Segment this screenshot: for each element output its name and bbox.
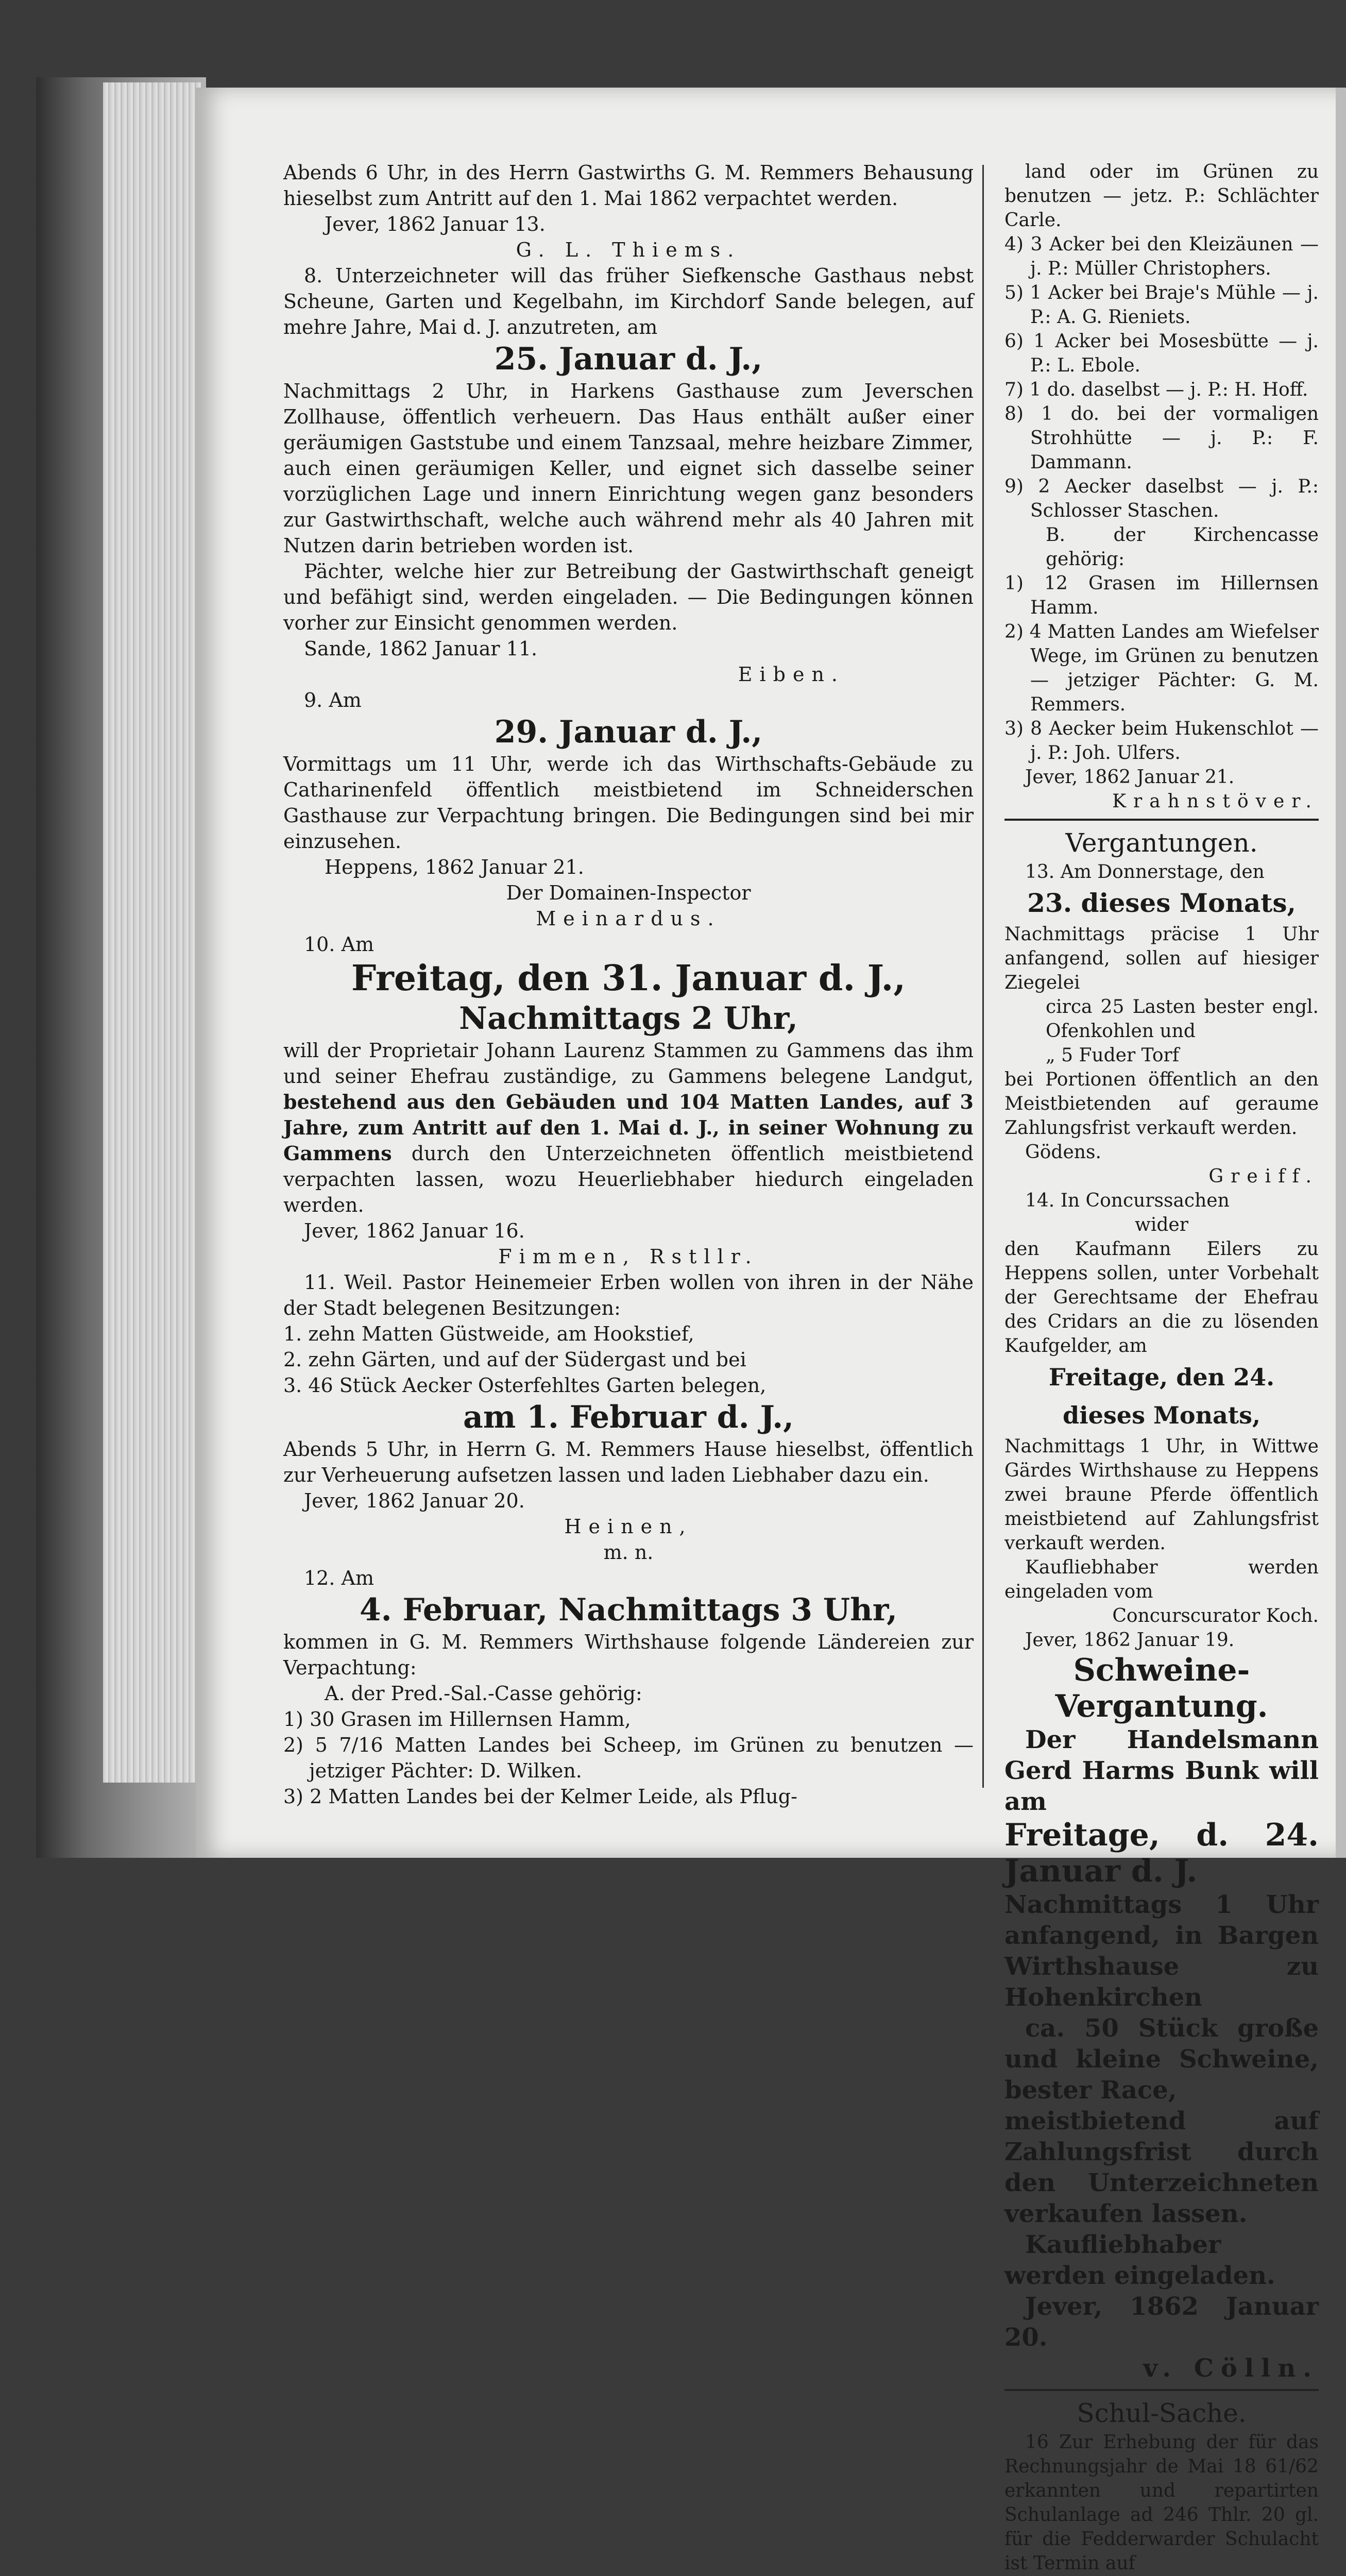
list-item: 1) 30 Grasen im Hillernsen Hamm, (283, 1708, 631, 1731)
notice-12-date: 4. Februar, Nachmittags 3 Uhr, (360, 1592, 897, 1628)
notice-10-bold: bestehend aus den Gebäuden und 104 Matten Landes, auf 3 Jahre, zum Antritt auf den 1. Mai d. J., in seiner Wohnung zu Gammens (283, 1090, 974, 1165)
notice-10-text2: durch den Unterzeichneten öffentlich meistbietend verpachten lassen, wozu Heuerliebhaber hiedurch eingeladen werden. (283, 1142, 974, 1216)
notice-13-body2: bei Portionen öffentlich an den Meistbietenden auf geraume Zahlungsfrist verkauft werden. (1004, 1069, 1319, 1139)
newspaper-page (196, 88, 1346, 2574)
signature: G. L. Thiems. (516, 239, 741, 261)
signature-note: m. n. (603, 1541, 654, 1564)
notice-14-date: Freitage, den 24. dieses Monats, (1048, 1363, 1275, 1429)
notice-text: Abends 6 Uhr, in des Herrn Gastwirths G. M. Remmers Behausung hieselbst zum Antritt auf den 1. Mai 1862 verpachtet werden. (283, 161, 974, 210)
signature: Meinardus. (536, 907, 721, 930)
notice-8-body2: Pächter, welche hier zur Betreibung der Gastwirthschaft geneigt und befähigt sind, werden eingeladen. — Die Bedingungen können vorher zur Einsicht genommen werden. (283, 560, 974, 634)
notice-12-sub2: B. der Kirchencasse gehörig: (1046, 524, 1319, 570)
place-date: Jever, 1862 Januar 20. (304, 1489, 525, 1512)
left-column (283, 160, 974, 1809)
notice-13-item: circa 25 Lasten bester engl. Ofenkohlen und (1046, 996, 1319, 1042)
notice-10-time: Nachmittags 2 Uhr, (459, 1001, 798, 1037)
signature: Heinen, (564, 1515, 693, 1538)
list-item: 2) 4 Matten Landes am Wiefelser Wege, im Grünen zu benutzen — jetziger Pächter: G. M. Remmers. (1004, 621, 1319, 715)
notice-12-list2 (1004, 571, 1319, 765)
notice-12-list-cont (1004, 232, 1319, 523)
notice-9-body: Vormittags um 11 Uhr, werde ich das Wirthschafts-Gebäude zu Catharinenfeld öffentlich meistbietend im Schneiderschen Gasthause zur Verpachtung bringen. Die Bedingungen sind bei mir einzusehen. (283, 753, 974, 853)
sv-intro: Der Handelsmann Gerd Harms Bunk will am (1004, 1725, 1319, 1816)
notice-11-body: Abends 5 Uhr, in Herrn G. M. Remmers Hause hieselbst, öffentlich zur Verheuerung aufsetzen lassen und laden Liebhaber dazu ein. (283, 1438, 974, 1486)
list-item: 4) 3 Acker bei den Kleizäunen — j. P.: Müller Christophers. (1004, 234, 1319, 279)
place-date: Sande, 1862 Januar 11. (304, 637, 538, 660)
notice-14-invite: Kaufliebhaber werden eingeladen vom (1004, 1557, 1319, 1602)
list-item: 1. zehn Matten Güstweide, am Hookstief, (283, 1323, 694, 1345)
list-item: 6) 1 Acker bei Mosesbütte — j. P.: L. Ebole. (1004, 331, 1319, 376)
place-date: Jever, 1862 Januar 19. (1025, 1630, 1235, 1651)
signature: v. Cölln. (1143, 2354, 1319, 2383)
page-stack (103, 82, 201, 1783)
section-heading-schweine: Schweine-Vergantung. (1055, 1652, 1268, 1724)
notice-14-body2: Nachmittags 1 Uhr, in Wittwe Gärdes Wirthshause zu Heppens zwei braune Pferde öffentlich meistbietend auf Zahlungsfrist verkauft werden. (1004, 1436, 1319, 1554)
notice-9-date: 29. Januar d. J., (494, 714, 763, 750)
place-date: Jever, 1862 Januar 20. (1004, 2292, 1319, 2352)
list-item: 3) 2 Matten Landes bei der Kelmer Leide, als Pflug- (283, 1785, 797, 1808)
notice-12-cont: land oder im Grünen zu benutzen — jetz. P.: Schlächter Carle. (1004, 161, 1319, 231)
notice-12-sub: A. der Pred.-Sal.-Casse gehörig: (325, 1682, 642, 1705)
sv-body2: ca. 50 Stück große und kleine Schweine, bester Race, (1004, 2014, 1319, 2105)
list-item: 7) 1 do. daselbst — j. P.: H. Hoff. (1004, 379, 1308, 400)
place-date: Jever, 1862 Januar 21. (1025, 767, 1235, 788)
notice-13-item: „ 5 Fuder Torf (1046, 1045, 1180, 1066)
right-column (1004, 160, 1319, 2576)
sv-body1: Nachmittags 1 Uhr anfangend, in Bargen Wirthshause zu Hohenkirchen (1004, 1890, 1319, 2012)
notice-14-wider: wider (1135, 1214, 1188, 1235)
divider (1004, 819, 1319, 821)
list-item: 9) 2 Aecker daselbst — j. P.: Schlosser Staschen. (1004, 476, 1319, 521)
place-date: Jever, 1862 Januar 13. (325, 213, 546, 235)
sv-invite: Kaufliebhaber werden eingeladen. (1004, 2230, 1275, 2290)
notice-11-date: am 1. Februar d. J., (463, 1399, 794, 1435)
notice-16: 16 Zur Erhebung der für das Rechnungsjahr de Mai 18 61/62 erkannten und repartirten Schulanlage ad 246 Thlr. 20 gl. für die Fedderwarder Schulacht ist Termin auf (1004, 2432, 1319, 2574)
sv-date: Freitage, d. 24. Januar d. J. (1004, 1817, 1319, 1889)
signature-title: Der Domainen-Inspector (506, 882, 751, 904)
divider (1004, 2389, 1319, 2391)
section-heading-schul: Schul-Sache. (1077, 2398, 1247, 2428)
column-rule (982, 165, 984, 1788)
notice-8-body: Nachmittags 2 Uhr, in Harkens Gasthause zum Jeverschen Zollhause, öffentlich verheuern. Das Haus enthält außer einer geräumigen Gaststube und einem Tanzsaal, mehre heizbare Zimmer, auch einen geräumigen Keller, und eignet sich dasselbe seiner vorzüglichen Lage und innern Einrichtung wegen ganz besonders zur Gastwirthschaft, welche auch während mehr als 40 Jahren mit Nutzen darin betrieben worden ist. (283, 380, 974, 557)
notice-14-body: den Kaufmann Eilers zu Heppens sollen, unter Vorbehalt der Gerechtsame der Ehefrau des Cridars an die zu lösenden Kaufgelder, am (1004, 1239, 1319, 1357)
notice-10: 10. Am (304, 933, 374, 956)
signature: Greiff. (1208, 1166, 1319, 1187)
section-heading-vergantungen: Vergantungen. (1065, 828, 1258, 858)
place: Gödens. (1025, 1142, 1101, 1163)
place-date: Heppens, 1862 Januar 21. (325, 856, 584, 878)
signature: Krahnstöver. (1112, 791, 1319, 812)
list-item: 2) 5 7/16 Matten Landes bei Scheep, im Grünen zu benutzen — jetziger Pächter: D. Wilken. (283, 1734, 974, 1782)
notice-12-body: kommen in G. M. Remmers Wirthshause folgende Ländereien zur Verpachtung: (283, 1631, 974, 1679)
list-item: 2. zehn Gärten, und auf der Südergast und bei (283, 1348, 746, 1371)
notice-11-list (283, 1321, 974, 1398)
page-edge (1336, 88, 1346, 1858)
list-item: 3. 46 Stück Aecker Osterfehltes Garten belegen, (283, 1374, 766, 1397)
notice-8-date: 25. Januar d. J., (494, 341, 763, 377)
sv-body3: meistbietend auf Zahlungsfrist durch den Unterzeichneten verkaufen lassen. (1004, 2107, 1319, 2228)
place-date: Jever, 1862 Januar 16. (304, 1219, 525, 1242)
notice-11: 11. Weil. Pastor Heinemeier Erben wollen von ihren in der Nähe der Stadt belegenen Besitzungen: (283, 1271, 974, 1319)
notice-12-list (283, 1706, 974, 1809)
signature: Eiben. (738, 663, 845, 686)
notice-10-text: will der Proprietair Johann Laurenz Stammen zu Gammens das ihm und seiner Ehefrau zuständige, zu Gammens belegene Landgut, (283, 1039, 974, 1088)
list-item: 3) 8 Aecker beim Hukenschlot — j. P.: Joh. Ulfers. (1004, 718, 1319, 764)
notice-9: 9. Am (304, 689, 362, 711)
notice-10-date: Freitag, den 31. Januar d. J., (351, 958, 906, 999)
notice-14: 14. In Concurssachen (1025, 1190, 1230, 1211)
notice-12: 12. Am (304, 1567, 374, 1589)
notice-13: 13. Am Donnerstage, den (1025, 861, 1265, 883)
list-item: 8) 1 do. bei der vormaligen Strohhütte — j. P.: F. Dammann. (1004, 403, 1319, 473)
list-item: 5) 1 Acker bei Braje's Mühle — j. P.: A. G. Rieniets. (1004, 282, 1319, 328)
notice-13-body: Nachmittags präcise 1 Uhr anfangend, sollen auf hiesiger Ziegelei (1004, 924, 1319, 993)
notice-10-body (283, 1038, 974, 1218)
signature: Fimmen, Rstllr. (498, 1245, 759, 1268)
notice-13-date: 23. dieses Monats, (1027, 888, 1296, 918)
signature: Concurscurator Koch. (1112, 1605, 1319, 1626)
notice-8: 8. Unterzeichneter will das früher Siefkensche Gasthaus nebst Scheune, Garten und Kegelbahn, im Kirchdorf Sande belegen, auf mehre Jahre, Mai d. J. anzutreten, am (283, 264, 974, 338)
list-item: 1) 12 Grasen im Hillernsen Hamm. (1004, 573, 1319, 618)
